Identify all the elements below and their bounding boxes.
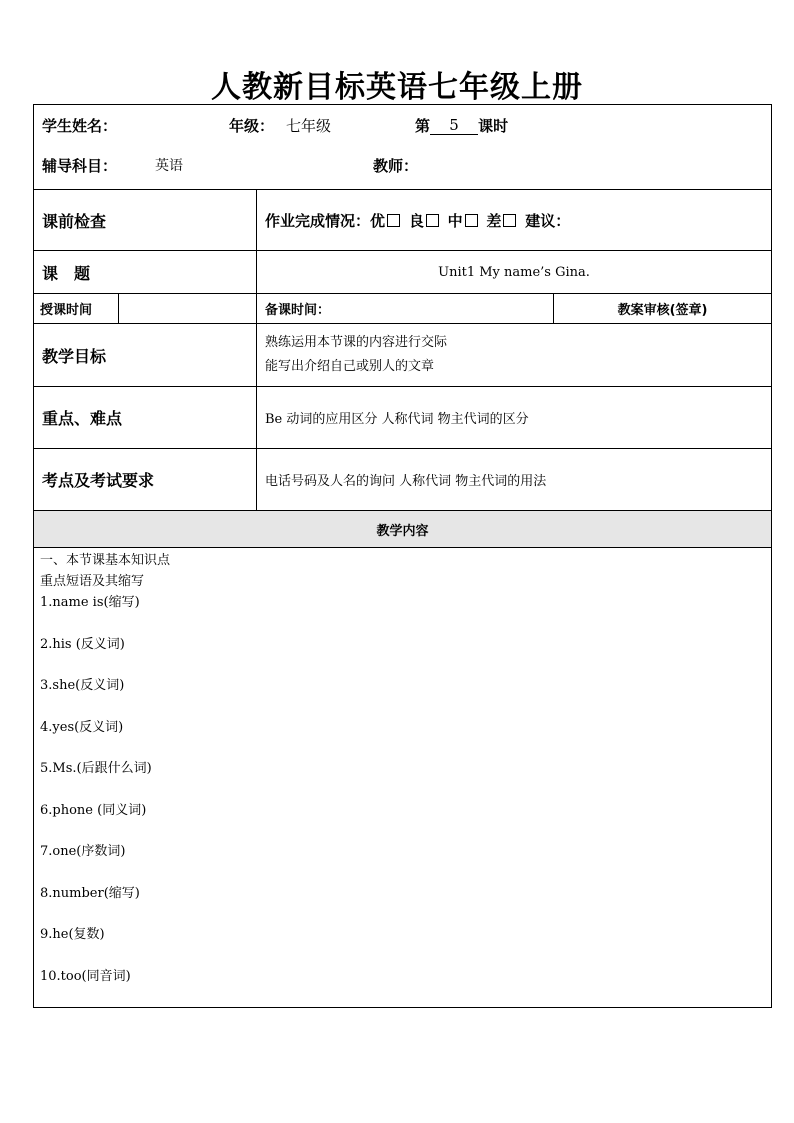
- content-row: [34, 548, 772, 1008]
- prep-time-label: 备课时间：: [257, 294, 554, 324]
- option-average: 中: [447, 211, 463, 230]
- lesson-number: 5: [430, 116, 478, 135]
- list-item: 10.too(同音词): [40, 968, 131, 984]
- goal-line: 能写出介绍自己或别人的文章: [265, 359, 435, 374]
- list-item: 2.his (反义词): [40, 636, 125, 652]
- review-sign-label: 教案审核(签章): [554, 294, 772, 324]
- grade-value: 七年级: [286, 116, 332, 135]
- checkbox-poor[interactable]: [503, 214, 516, 227]
- key-points-row: [34, 387, 772, 449]
- precheck-label: 课前检查: [34, 190, 257, 251]
- teacher-label: 教师：: [373, 156, 419, 175]
- goals-cell: [257, 324, 772, 387]
- precheck-cell: [257, 190, 772, 251]
- list-item: 6.phone (同义词): [40, 802, 147, 818]
- option-excellent: 优: [370, 211, 386, 230]
- checkbox-average[interactable]: [465, 214, 478, 227]
- teach-time-label: 授课时间: [34, 294, 119, 324]
- topic-value: Unit1 My name’s Gina.: [257, 251, 772, 294]
- list-item: 7.one(序数词): [40, 844, 126, 859]
- lesson-plan-table: [33, 104, 772, 1008]
- suggestion-label: 建议：: [525, 211, 571, 230]
- list-item: 3.she(反义词): [40, 678, 125, 693]
- checkbox-good[interactable]: [426, 214, 439, 227]
- list-item: 5.Ms.(后跟什么词): [40, 761, 152, 776]
- teach-time-value: [119, 294, 257, 324]
- topic-row: [34, 251, 772, 294]
- section-subtitle: 重点短语及其缩写: [40, 574, 145, 589]
- exam-points-label: 考点及考试要求: [34, 449, 257, 511]
- student-name-label: 学生姓名：: [42, 116, 118, 135]
- key-points-value: Be 动词的应用区分 人称代词 物主代词的区分: [257, 387, 772, 449]
- list-item: 9.he(复数): [40, 927, 105, 942]
- section-title: 一、本节课基本知识点: [40, 553, 171, 568]
- content-heading-row: [34, 511, 772, 548]
- content-cell: [34, 548, 772, 1008]
- time-row: [34, 294, 772, 324]
- list-item: 8.number(缩写): [40, 885, 140, 901]
- option-good: 良: [408, 211, 424, 230]
- content-heading: 教学内容: [34, 511, 772, 548]
- option-poor: 差: [486, 211, 502, 230]
- subject-value: 英语: [155, 158, 184, 174]
- homework-status-label: 作业完成情况：: [265, 211, 371, 230]
- goals-label: 教学目标: [34, 324, 257, 387]
- checkbox-excellent[interactable]: [387, 214, 400, 227]
- grade-label: 年级：: [229, 116, 275, 135]
- header-row: [34, 105, 772, 190]
- key-points-label: 重点、难点: [34, 387, 257, 449]
- subject-line: [34, 145, 771, 185]
- document-title: 人教新目标英语七年级上册: [211, 70, 583, 105]
- topic-label: 课 题: [34, 251, 257, 294]
- goals-row: [34, 324, 772, 387]
- subject-label: 辅导科目：: [42, 156, 118, 175]
- list-item: 1.name is(缩写): [40, 595, 140, 610]
- exam-points-row: [34, 449, 772, 511]
- lesson-prefix: 第: [415, 116, 431, 135]
- student-line: [34, 105, 771, 145]
- precheck-row: [34, 190, 772, 251]
- list-item: 4.yes(反义词): [40, 719, 124, 735]
- exam-points-value: 电话号码及人名的询问 人称代词 物主代词的用法: [257, 449, 772, 511]
- lesson-suffix: 课时: [478, 116, 509, 135]
- goal-line: 熟练运用本节课的内容进行交际: [265, 335, 448, 350]
